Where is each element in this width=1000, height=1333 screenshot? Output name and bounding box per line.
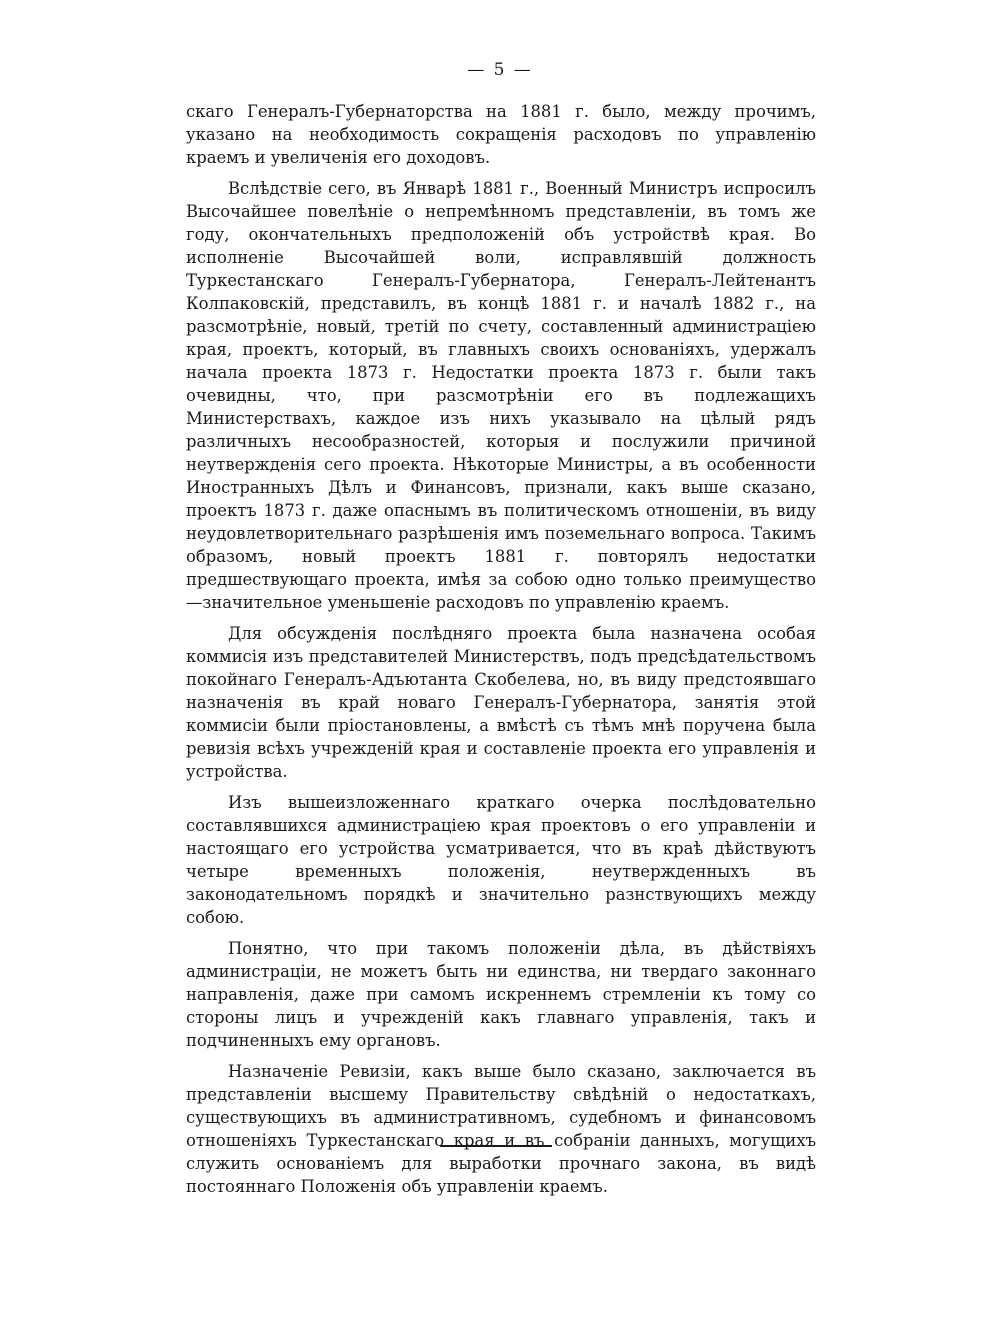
paragraph-5: Понятно, что при такомъ положеніи дѣла, въ дѣйствіяхъ администраціи, не можетъ быть ни единства, ни твердаго законнаго направленія, даже при самомъ искреннемъ стремленіи къ тому со стороны лицъ и учрежденій какъ главнаго управленія, такъ и подчиненныхъ ему органовъ.	[186, 939, 816, 1050]
paragraph-3: Для обсужденія послѣдняго проекта была назначена особая коммисія изъ представителей Министерствъ, подъ предсѣдательствомъ покойнаго Генералъ-Адъютанта Скобелева, но, въ виду предстоявшаго назначенія въ край новаго Генералъ-Губернатора, занятія этой коммисіи были пріостановлены, а вмѣстѣ съ тѣмъ мнѣ поручена была ревизія всѣхъ учрежденій края и составленіе проекта его управленія и устройства.	[186, 624, 816, 781]
text-body	[186, 100, 816, 1206]
paragraph-4: Изъ вышеизложеннаго краткаго очерка послѣдовательно составлявшихся администраціею края проектовъ о его управленіи и настоящаго его устройства усматривается, что въ краѣ дѣйствуютъ четыре временныхъ положенія, неутвержденныхъ въ законодательномъ порядкѣ и значительно разнствующихъ между собою.	[186, 793, 816, 927]
page-number: — 5 —	[467, 60, 533, 80]
paragraph-1: скаго Генералъ-Губернаторства на 1881 г. было, между прочимъ, указано на необходимость сокращенія расходовъ по управленію краемъ и увеличенія его доходовъ.	[186, 102, 816, 167]
end-divider-rule	[440, 1145, 552, 1147]
paragraph-6: Назначеніе Ревизіи, какъ выше было сказано, заключается въ представленіи высшему Правительству свѣдѣній о недостаткахъ, существующихъ въ административномъ, судебномъ и финансовомъ отношеніяхъ Туркестанскаго края и въ собраніи данныхъ, могущихъ служить основаніемъ для выработки прочнаго закона, въ видѣ постояннаго Положенія объ управленіи краемъ.	[186, 1062, 816, 1196]
paragraph-2: Вслѣдствіе сего, въ Январѣ 1881 г., Военный Министръ испросилъ Высочайшее повелѣніе о непремѣнномъ представленіи, въ томъ же году, окончательныхъ предположеній объ устройствѣ края. Во исполненіе Высочайшей воли, исправлявшій должность Туркестанскаго Генералъ-Губернатора, Генералъ-Лейтенантъ Колпаковскій, представилъ, въ концѣ 1881 г. и началѣ 1882 г., на разсмотрѣніе, новый, третій по счету, составленный администраціею края, проектъ, который, въ главныхъ своихъ основаніяхъ, удержалъ начала проекта 1873 г. Недостатки проекта 1873 г. были такъ очевидны, что, при разсмотрѣніи его въ подлежащихъ Министерствахъ, каждое изъ нихъ указывало на цѣлый рядъ различныхъ несообразностей, которыя и послужили причиной неутвержденія сего проекта. Нѣкоторые Министры, а въ особенности Иностранныхъ Дѣлъ и Финансовъ, признали, какъ выше сказано, проектъ 1873 г. даже опаснымъ въ политическомъ отношеніи, въ виду неудовлетворительнаго разрѣшенія имъ поземельнаго вопроса. Такимъ образомъ, новый проектъ 1881 г. повторялъ недостатки предшествующаго проекта, имѣя за собою одно только преимущество—значительное уменьшеніе расходовъ по управленію краемъ.	[186, 179, 816, 612]
